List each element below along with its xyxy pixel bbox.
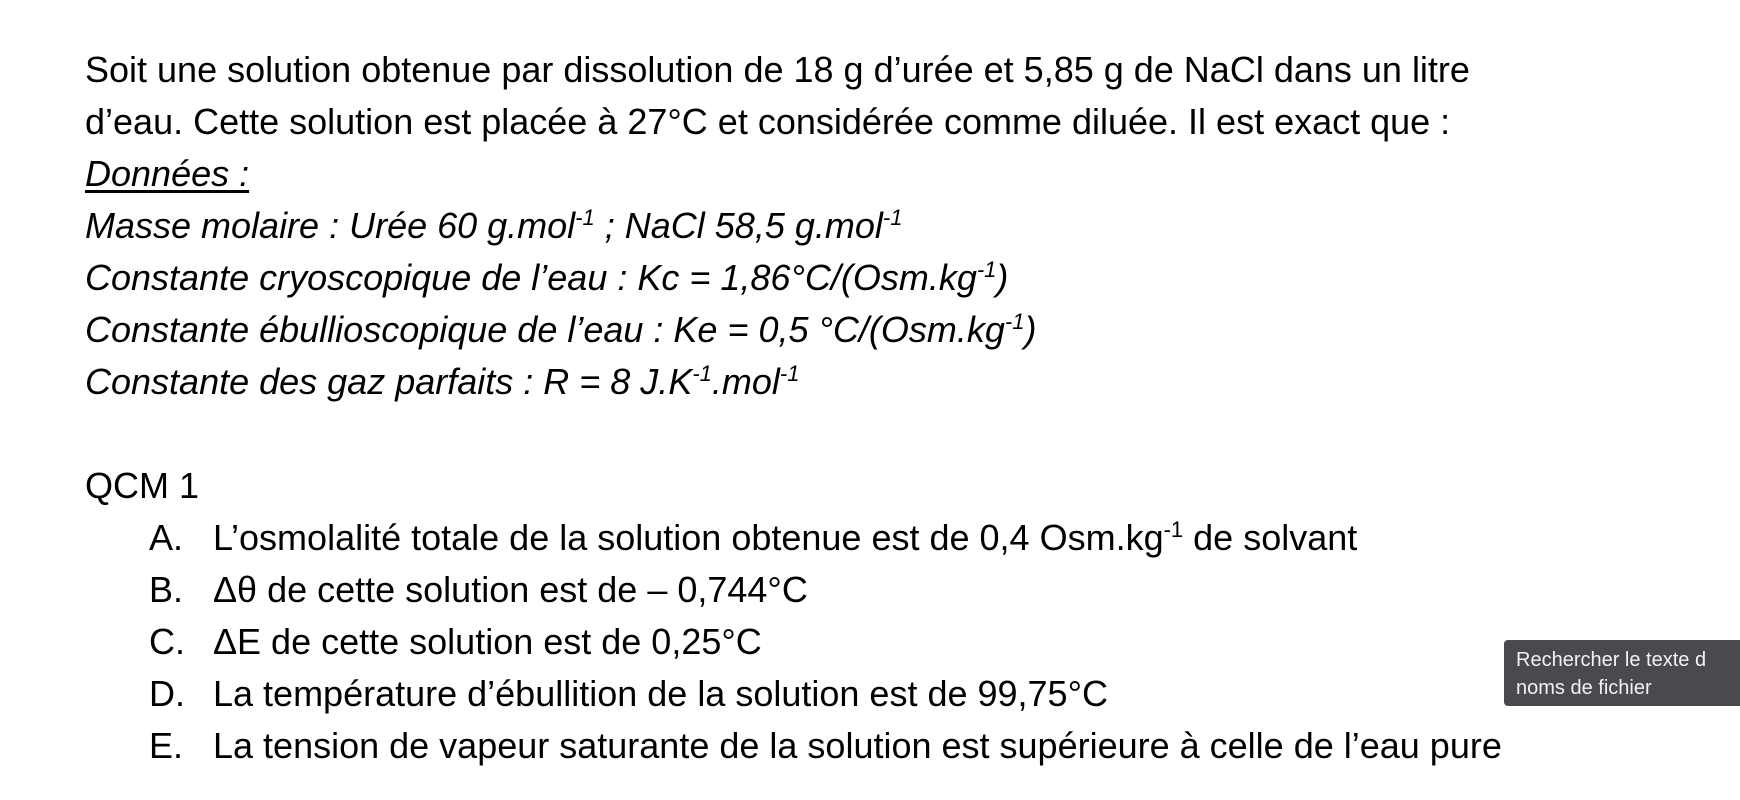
search-tooltip (1504, 640, 1740, 706)
option-text (213, 512, 1705, 564)
masse-molaire-line (85, 200, 1705, 252)
qcm-option-c (85, 616, 1705, 668)
masse-molaire-part2: ; NaCl 58,5 g.mol (594, 205, 883, 246)
option-a-text-before: L’osmolalité totale de la solution obtenue est de 0,4 Osm.kg (213, 517, 1164, 558)
option-a-text-after: de solvant (1183, 517, 1358, 558)
qcm-title: QCM 1 (85, 465, 200, 506)
gaz-sup1: -1 (692, 361, 712, 386)
option-letter: A. (149, 517, 184, 558)
option-letter: E. (149, 725, 184, 766)
qcm-option-e (85, 720, 1705, 772)
ebullioscopic-constant-line (85, 304, 1705, 356)
document-body (85, 44, 1705, 772)
cryo-part2: ) (996, 257, 1009, 298)
option-letter: C. (149, 621, 185, 662)
intro-line-1: Soit une solution obtenue par dissolution de 18 g d’urée et 5,85 g de NaCl dans un litre (85, 49, 1470, 90)
masse-molaire-sup1: -1 (575, 205, 595, 230)
option-text: La tension de vapeur saturante de la solution est supérieure à celle de l’eau pure (213, 725, 1502, 766)
option-text: ΔE de cette solution est de 0,25°C (213, 621, 762, 662)
qcm-options-list (85, 512, 1705, 772)
cryo-sup: -1 (976, 257, 997, 282)
donnees-heading: Données : (85, 153, 250, 194)
masse-molaire-sup2: -1 (882, 205, 903, 230)
intro-line-2: d’eau. Cette solution est placée à 27°C et considérée comme diluée. Il est exact que : (85, 101, 1451, 142)
masse-molaire-part1: Masse molaire : Urée 60 g.mol (85, 205, 576, 246)
qcm-option-a (85, 512, 1705, 564)
cryoscopic-constant-line (85, 252, 1705, 304)
option-text: La température d’ébullition de la solution est de 99,75°C (213, 673, 1108, 714)
option-a-sup: -1 (1163, 517, 1184, 542)
blank-line (85, 408, 1705, 460)
option-letter: D. (149, 673, 185, 714)
option-letter: B. (149, 569, 184, 610)
gaz-sup2: -1 (779, 361, 800, 386)
ebullio-sup: -1 (1004, 309, 1025, 334)
donnees-heading-line (85, 148, 1705, 200)
tooltip-line-2: noms de fichier (1516, 677, 1652, 699)
gaz-part2: .mol (711, 361, 780, 402)
qcm-option-b (85, 564, 1705, 616)
gas-constant-line (85, 356, 1705, 408)
tooltip-line-1: Rechercher le texte d (1516, 649, 1707, 671)
ebullio-part1: Constante ébullioscopique de l’eau : Ke = 0,5 °C/(Osm.kg (85, 309, 1005, 350)
gaz-part1: Constante des gaz parfaits : R = 8 J.K (85, 361, 693, 402)
ebullio-part2: ) (1024, 309, 1037, 350)
cryo-part1: Constante cryoscopique de l’eau : Kc = 1,86°C/(Osm.kg (85, 257, 977, 298)
qcm-option-d (85, 668, 1705, 720)
option-text: Δθ de cette solution est de – 0,744°C (213, 569, 808, 610)
